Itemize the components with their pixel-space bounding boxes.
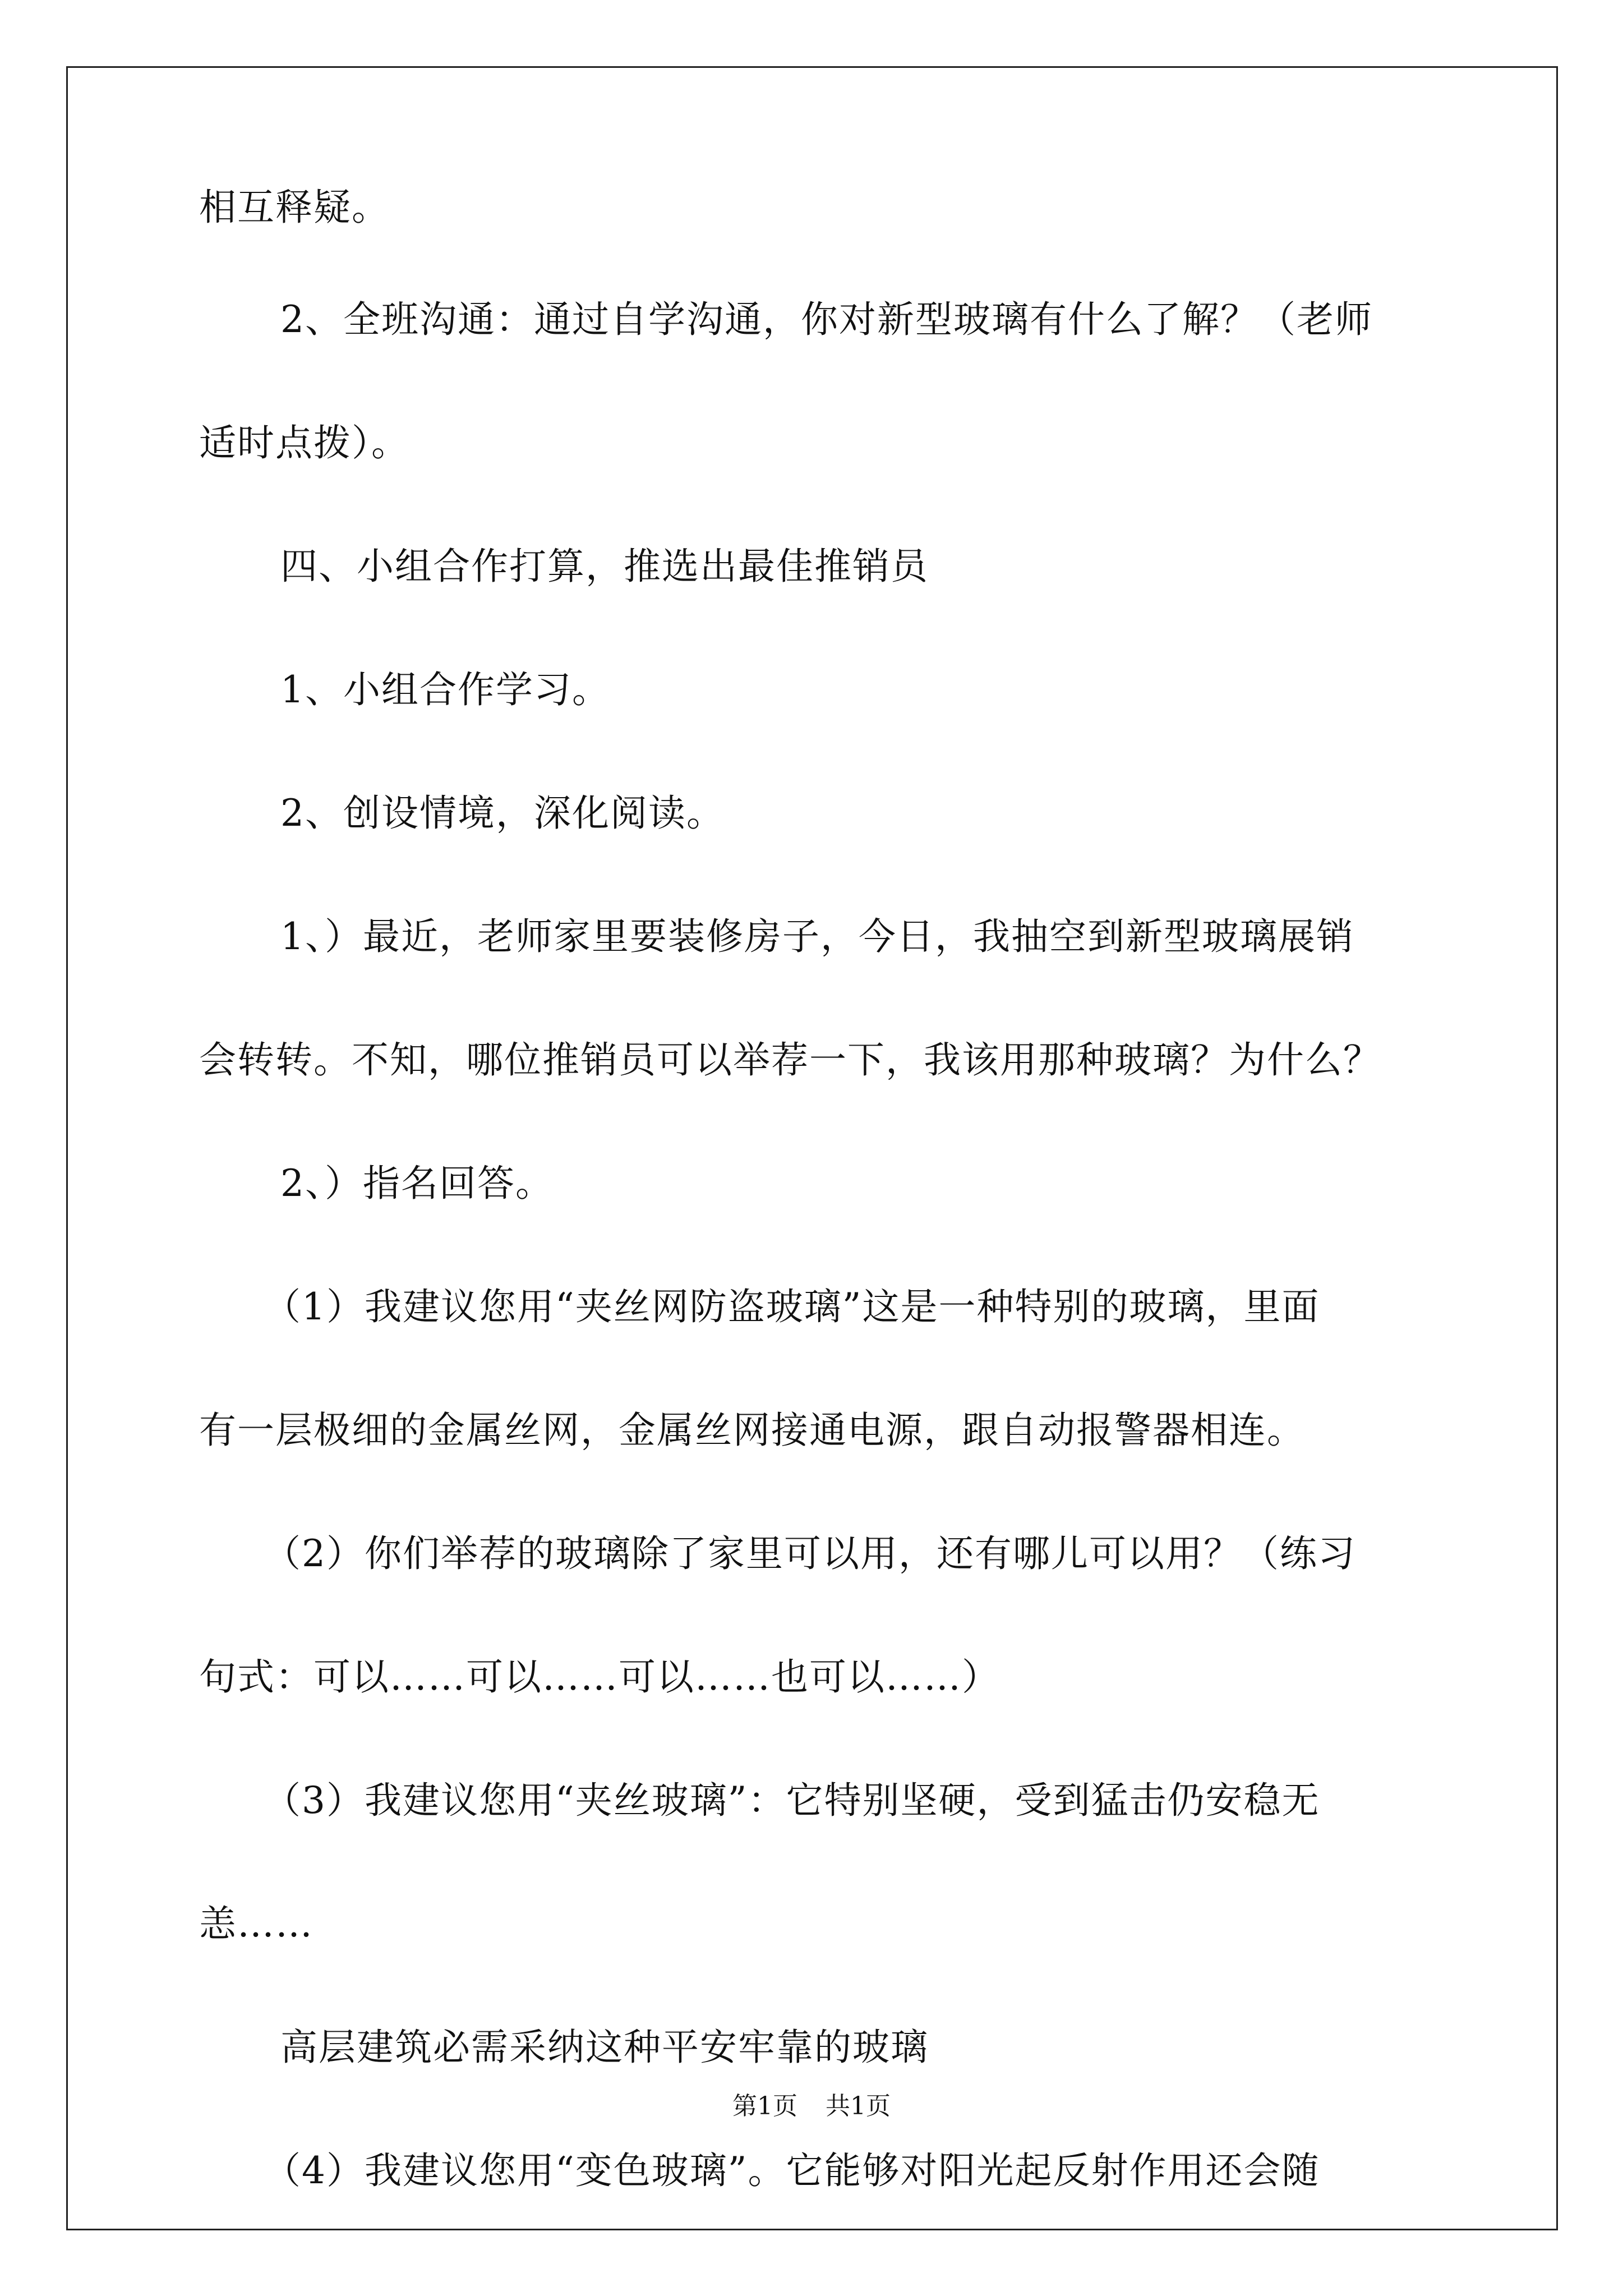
text-line: 有一层极细的金属丝网，金属丝网接通电源，跟自动报警器相连。 [199,1409,1305,1452]
text-line: 会转转。不知，哪位推销员可以举荐一下，我该用那种玻璃？为什么？ [199,1038,1381,1082]
text-line: 2、创设情境，深化阅读。 [280,792,725,835]
text-line: 恙…… [199,1902,313,1945]
text-line: 2、）指名回答。 [280,1162,554,1205]
text-line: （4）我建议您用“变色玻璃”。它能够对阳光起反射作用还会随 [264,2149,1320,2192]
text-line: 1、）最近，老师家里要装修房子，今日，我抽空到新型玻璃展销 [280,915,1354,958]
text-line: 高层建筑必需采纳这种平安牢靠的玻璃 [280,2026,929,2069]
text-line: （3）我建议您用“夹丝玻璃”：它特别坚硬，受到猛击仍安稳无 [264,1779,1320,1822]
text-line: （1）我建议您用“夹丝网防盗玻璃”这是一种特别的玻璃，里面 [264,1285,1320,1328]
page-number-current: 第1页 [732,2092,797,2120]
page-footer [0,2090,1623,2123]
text-line: （2）你们举荐的玻璃除了家里可以用，还有哪儿可以用？（练习 [264,1532,1356,1575]
text-line: 2、全班沟通：通过自学沟通，你对新型玻璃有什么了解？（老师 [280,298,1373,341]
page-number-total: 共1页 [826,2092,891,2120]
text-line: 句式：可以……可以……可以……也可以……） [199,1655,1000,1699]
section-heading: 四、小组合作打算，推选出最佳推销员 [280,545,929,588]
text-line: 适时点拨）。 [199,421,409,464]
text-line: 1、小组合作学习。 [280,668,610,711]
text-line: 相互释疑。 [199,186,390,229]
